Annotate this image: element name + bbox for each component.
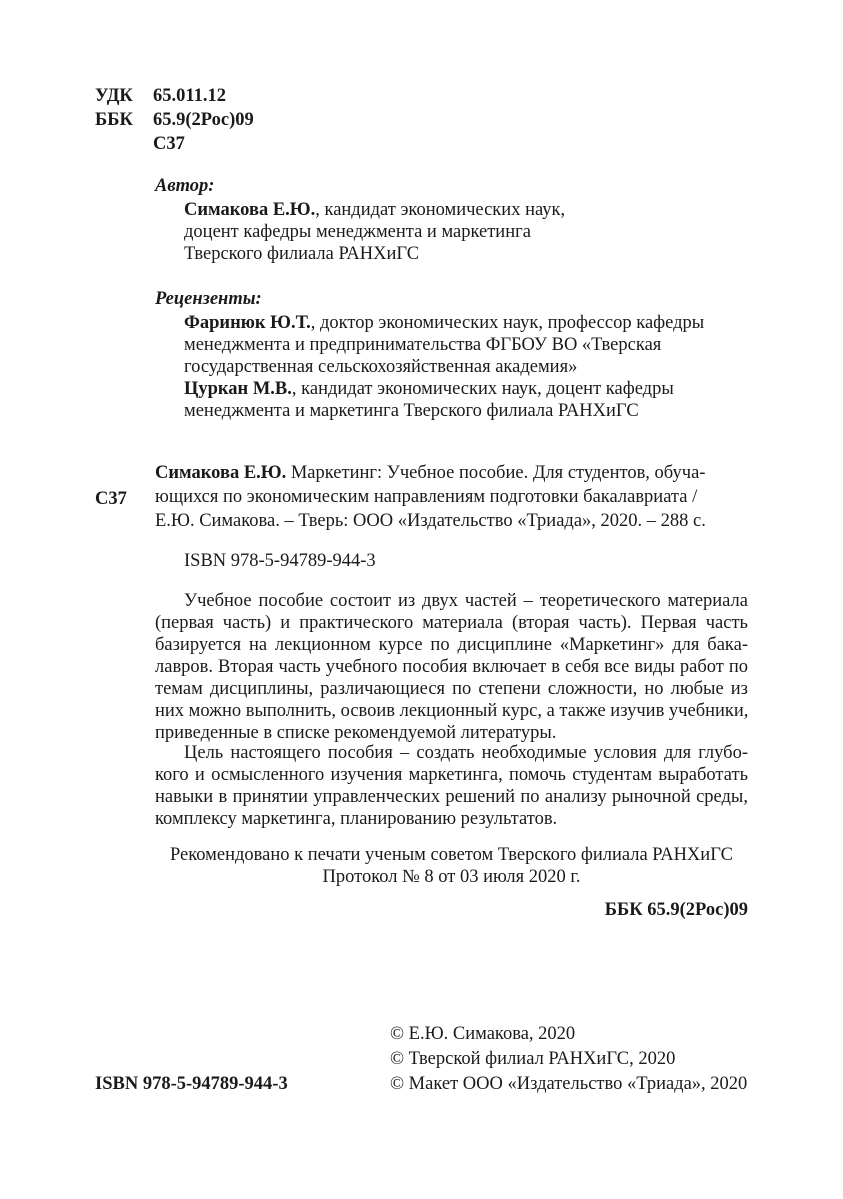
- reviewer-2-line-2: менеджмента и маркетинга Тверского филиала РАНХиГС: [184, 401, 639, 421]
- author-heading: Автор:: [155, 176, 215, 196]
- annotation-p1-line: лавров. Вторая часть учебного пособия включает в себя все виды работ по: [155, 657, 748, 677]
- approval-line-1: Рекомендовано к печати ученым советом Тверского филиала РАНХиГС: [169, 845, 733, 865]
- author-line-2: доцент кафедры менеджмента и маркетинга: [184, 222, 531, 242]
- bbk-value: 65.9(2Рос)09: [153, 110, 254, 130]
- annotation-p2-line: кого и осмысленного изучения маркетинга, помочь студентам выработать: [155, 765, 748, 785]
- reviewer-2-line-1: [184, 377, 674, 401]
- reviewer-1-line-3: государственная сельскохозяйственная академия»: [184, 357, 578, 377]
- annotation-p1-line: темам дисциплины, различающиеся по степени сложности, но любые из: [155, 679, 748, 699]
- annotation-p2-line: комплексу маркетинга, планированию результатов.: [155, 809, 558, 829]
- isbn-bottom: ISBN 978-5-94789-944-3: [95, 1074, 288, 1094]
- author-line-1-rest: , кандидат экономических наук,: [315, 200, 566, 220]
- copyright-1: © Е.Ю. Симакова, 2020: [390, 1024, 576, 1044]
- bib-line-1: [155, 461, 705, 485]
- copyright-2: © Тверской филиал РАНХиГС, 2020: [390, 1049, 676, 1069]
- bib-line-1-rest: Маркетинг: Учебное пособие. Для студентов, обуча-: [286, 463, 706, 483]
- reviewers-heading: Рецензенты:: [155, 289, 262, 309]
- bib-author: Симакова Е.Ю.: [155, 463, 287, 483]
- annotation-p2-line: Цель настоящего пособия – создать необходимые условия для глубо-: [184, 743, 748, 763]
- udk-label: УДК: [95, 86, 133, 106]
- bbk-row: [95, 108, 254, 132]
- annotation-p1-line: них можно выполнить, освоив лекционный курс, а также изучив учебники,: [155, 701, 749, 721]
- reviewer-2-line-1-rest: , кандидат экономических наук, доцент кафедры: [291, 379, 674, 399]
- bib-line-3: Е.Ю. Симакова. – Тверь: ООО «Издательство «Триада», 2020. – 288 с.: [155, 511, 706, 531]
- margin-author-sign: С37: [95, 489, 127, 509]
- reviewer-1-line-1-rest: , доктор экономических наук, профессор кафедры: [310, 313, 705, 333]
- annotation-p1-line: базируется на лекционном курсе по дисциплине «Маркетинг» для бака-: [155, 635, 748, 655]
- reviewer-1-name: Фаринюк Ю.Т.: [184, 313, 311, 333]
- annotation-p1-line: (первая часть) и практического материала (вторая часть). Первая часть: [155, 613, 748, 633]
- bbk-bottom: ББК 65.9(2Рос)09: [604, 900, 748, 920]
- bib-line-2: ющихся по экономическим направлениям подготовки бакалавриата /: [155, 487, 698, 507]
- annotation-p1-line: приведенные в списке рекомендуемой литературы.: [155, 723, 557, 743]
- reviewer-1-line-2: менеджмента и предпринимательства ФГБОУ ВО «Тверская: [184, 335, 662, 355]
- approval-line-2: Протокол № 8 от 03 июля 2020 г.: [322, 867, 581, 887]
- reviewer-1-line-1: [184, 311, 704, 335]
- bib-isbn: ISBN 978-5-94789-944-3: [184, 551, 376, 571]
- author-line-1: [184, 198, 565, 222]
- annotation-p1-line: Учебное пособие состоит из двух частей – теоретического материала: [184, 591, 748, 611]
- bbk-label: ББК: [95, 110, 133, 130]
- udk-row: [95, 84, 226, 108]
- author-name: Симакова Е.Ю.: [184, 200, 316, 220]
- reviewer-2-name: Цуркан М.В.: [184, 379, 292, 399]
- author-line-3: Тверского филиала РАНХиГС: [184, 244, 420, 264]
- udk-value: 65.011.12: [153, 86, 226, 106]
- annotation-p2-line: навыки в принятии управленческих решений по анализу рыночной среды,: [155, 787, 748, 807]
- author-sign: С37: [153, 134, 185, 154]
- copyright-3: © Макет ООО «Издательство «Триада», 2020: [390, 1074, 748, 1094]
